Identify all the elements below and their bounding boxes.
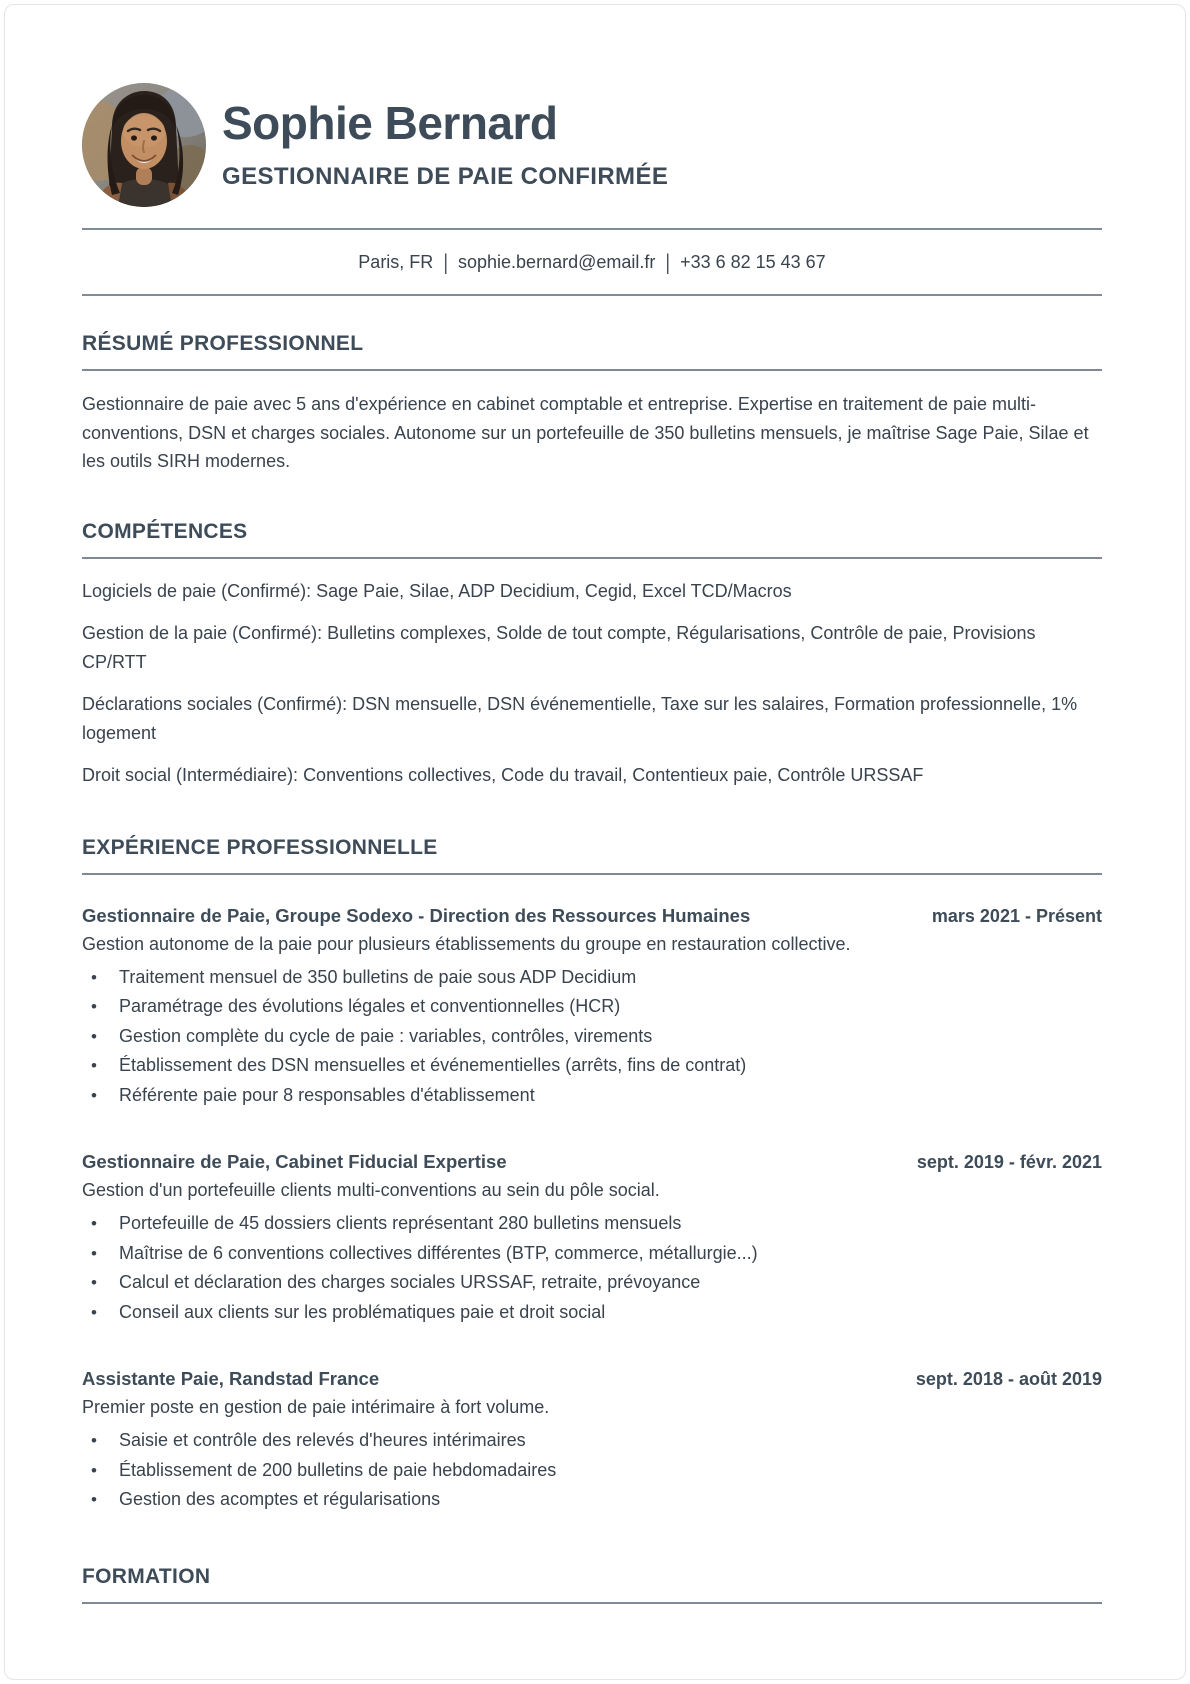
- skill-item: Droit social (Intermédiaire): Conventions collectives, Code du travail, Contentieux paie, Contrôle URSSAF: [82, 765, 924, 785]
- contact-location: Paris, FR: [358, 252, 434, 272]
- contact-separator: |: [443, 249, 448, 275]
- job-bullet: • Saisie et contrôle des relevés d'heures intérimaires: [82, 1426, 1102, 1456]
- job-entry: [82, 1148, 1102, 1327]
- job-header-row: [82, 1148, 1102, 1176]
- summary-heading: RÉSUMÉ PROFESSIONNEL: [82, 332, 1102, 371]
- job-bullet: • Gestion des acomptes et régularisations: [82, 1485, 1102, 1515]
- job-entry: [82, 902, 1102, 1111]
- header-divider-top: [82, 228, 1102, 230]
- contact-phone: +33 6 82 15 43 67: [680, 252, 826, 272]
- job-description: Premier poste en gestion de paie intérimaire à fort volume.: [82, 1397, 550, 1417]
- job-bullet: • Maîtrise de 6 conventions collectives différentes (BTP, commerce, métallurgie...): [82, 1239, 1102, 1269]
- section-experience: [82, 836, 1102, 1515]
- avatar-photo-illustration: [82, 83, 206, 207]
- job-bullet: • Gestion complète du cycle de paie : variables, contrôles, virements: [82, 1022, 1102, 1052]
- job-dates: sept. 2018 - août 2019: [915, 1369, 1102, 1389]
- candidate-name: Sophie Bernard: [222, 97, 558, 150]
- job-description: Gestion autonome de la paie pour plusieurs établissements du groupe en restauration collective.: [82, 933, 851, 954]
- job-bullet: • Conseil aux clients sur les problématiques paie et droit social: [82, 1298, 1102, 1328]
- job-title: Assistante Paie, Randstad France: [82, 1368, 380, 1389]
- section-summary: [82, 332, 1102, 476]
- summary-text: Gestionnaire de paie avec 5 ans d'expérience en cabinet comptable et entreprise. Expertise en traitement de paie multi-conventions, DSN et charges sociales. Autonome sur un portefeuille de 350 bulletins mensuels, je maîtrise Sage Paie, Silae et les outils SIRH modernes.: [82, 394, 1089, 471]
- job-bullet: • Traitement mensuel de 350 bulletins de paie sous ADP Decidium: [82, 963, 1102, 993]
- job-bullet: • Établissement de 200 bulletins de paie hebdomadaires: [82, 1456, 1102, 1486]
- job-title: Gestionnaire de Paie, Cabinet Fiducial Expertise: [82, 1151, 507, 1172]
- job-description: Gestion d'un portefeuille clients multi-conventions au sein du pôle social.: [82, 1180, 660, 1200]
- contact-email: sophie.bernard@email.fr: [458, 252, 656, 272]
- job-bullet: • Établissement des DSN mensuelles et événementielles (arrêts, fins de contrat): [82, 1051, 1102, 1081]
- header-divider-bottom: [82, 294, 1102, 296]
- job-bullet: • Référente paie pour 8 responsables d'établissement: [82, 1081, 1102, 1111]
- job-bullet-list: [82, 963, 1102, 1111]
- skill-item: Logiciels de paie (Confirmé): Sage Paie, Silae, ADP Decidium, Cegid, Excel TCD/Macros: [82, 580, 792, 601]
- contact-separator: |: [665, 249, 671, 275]
- experience-heading: EXPÉRIENCE PROFESSIONNELLE: [82, 836, 1102, 875]
- skill-item: Déclarations sociales (Confirmé): DSN mensuelle, DSN événementielle, Taxe sur les salaires, Formation professionnelle, 1% logement: [82, 694, 1078, 743]
- job-dates: sept. 2019 - févr. 2021: [916, 1152, 1102, 1172]
- avatar: [82, 83, 206, 207]
- section-education: [82, 1565, 1102, 1604]
- job-dates: mars 2021 - Présent: [931, 905, 1102, 926]
- resume-page: [4, 4, 1186, 1680]
- candidate-job-title: GESTIONNAIRE DE PAIE CONFIRMÉE: [222, 162, 669, 190]
- skills-heading: COMPÉTENCES: [82, 520, 1102, 559]
- job-bullet: • Paramétrage des évolutions légales et conventionnelles (HCR): [82, 992, 1102, 1022]
- job-bullet: • Calcul et déclaration des charges sociales URSSAF, retraite, prévoyance: [82, 1268, 1102, 1298]
- job-entry: [82, 1365, 1102, 1515]
- job-bullet: • Portefeuille de 45 dossiers clients représentant 280 bulletins mensuels: [82, 1209, 1102, 1239]
- job-bullet-list: [82, 1209, 1102, 1327]
- contact-line: [82, 250, 1102, 274]
- section-skills: [82, 520, 1102, 790]
- education-heading: FORMATION: [82, 1565, 1102, 1604]
- job-header-row: [82, 1365, 1102, 1393]
- job-bullet-list: [82, 1426, 1102, 1515]
- skill-item: Gestion de la paie (Confirmé): Bulletins complexes, Solde de tout compte, Régularisations, Contrôle de paie, Provisions CP/RTT: [82, 623, 1036, 672]
- job-header-row: [82, 902, 1102, 930]
- resume-header: [82, 83, 1102, 207]
- header-text-block: [222, 99, 668, 190]
- job-title: Gestionnaire de Paie, Groupe Sodexo - Direction des Ressources Humaines: [82, 904, 751, 926]
